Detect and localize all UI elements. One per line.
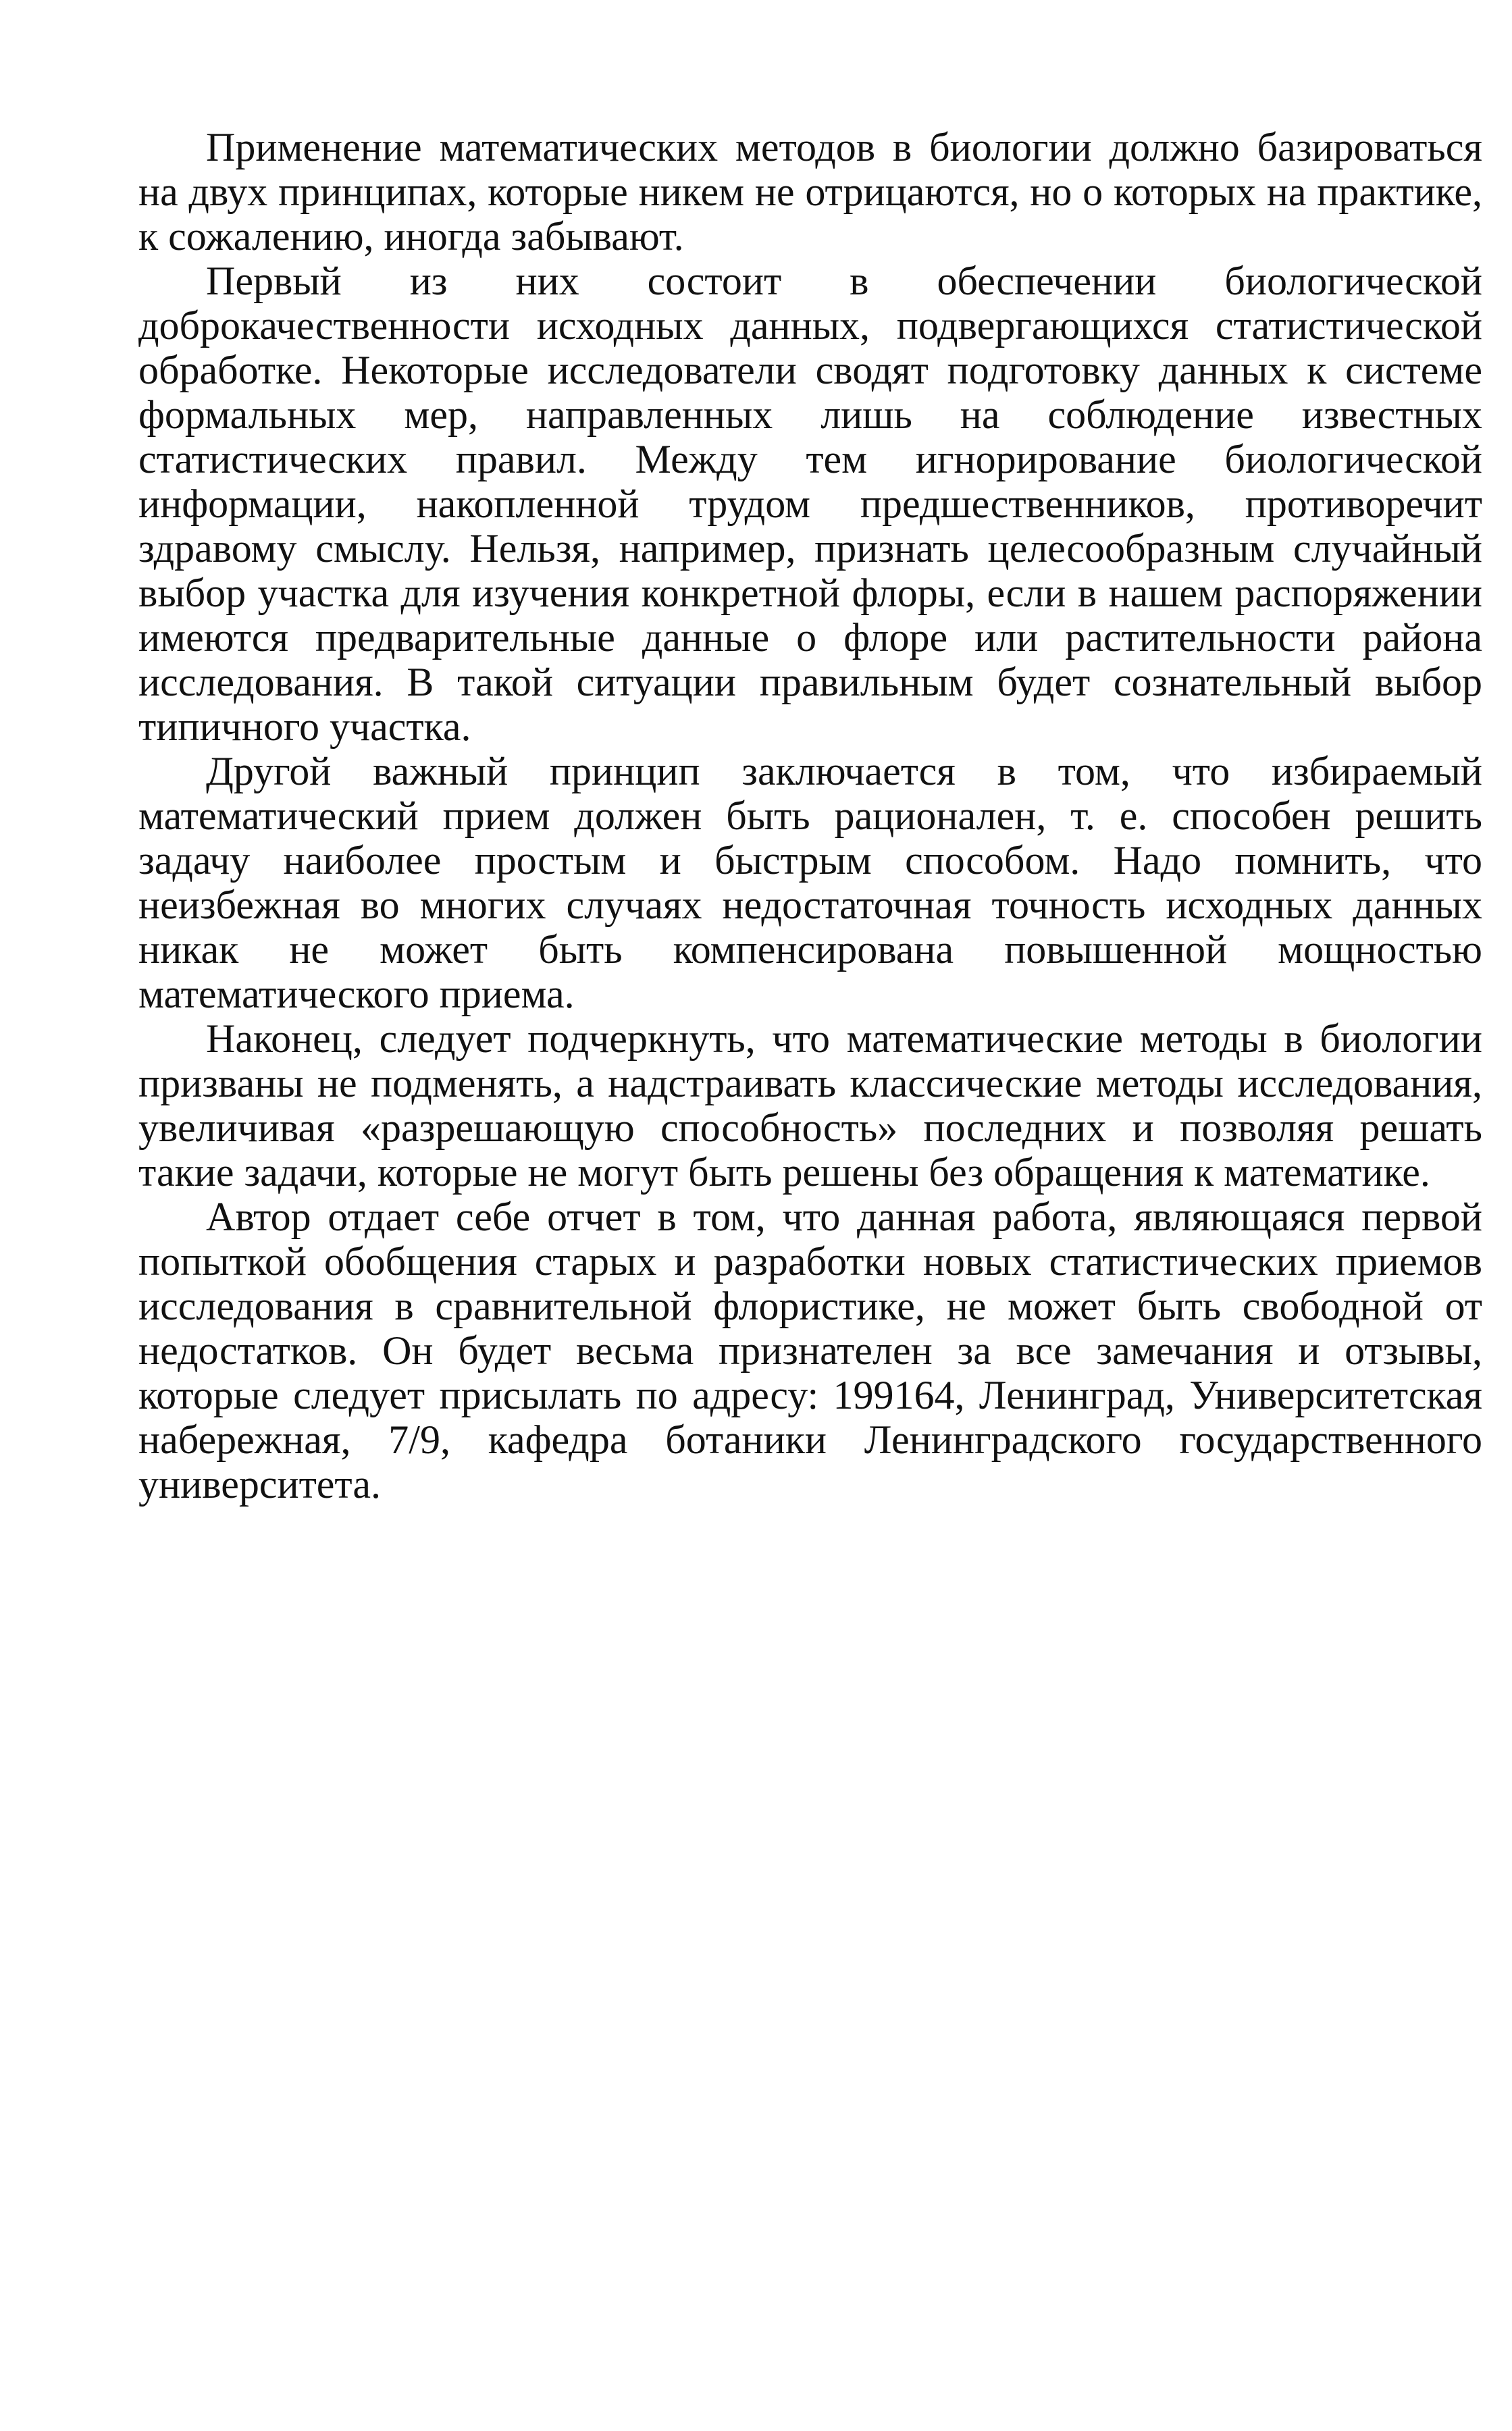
- paragraph: Первый из них состоит в обеспечении биологической доброкачественности исходных данных, подвергающихся статистической обработке. Некоторые исследователи сводят подготовку данных к системе формальных мер, направленных лишь на соблюдение известных статистических правил. Между тем игнорирование биологической информации, накопленной трудом предшественников, противоречит здравому смыслу. Нельзя, например, признать целесообразным случайный выбор участка для изучения конкретной флоры, если в нашем распоряжении имеются предварительные данные о флоре или растительности района исследования. В такой ситуации правильным будет сознательный выбор типичного участка.: [138, 259, 1482, 749]
- paragraph: Другой важный принцип заключается в том, что избираемый математический прием должен быть рационален, т. е. способен решить задачу наиболее простым и быстрым способом. Надо помнить, что неизбежная во многих случаях недостаточная точность исходных данных никак не может быть компенсирована повышенной мощностью математического приема.: [138, 749, 1482, 1016]
- paragraph: Наконец, следует подчеркнуть, что математические методы в биологии призваны не подменять, а надстраивать классические методы исследования, увеличивая «разрешающую способность» последних и позволяя решать такие задачи, которые не могут быть решены без обращения к математике.: [138, 1016, 1482, 1195]
- body-text: [138, 125, 1482, 1507]
- paragraph: Применение математических методов в биологии должно базироваться на двух принципах, которые никем не отрицаются, но о которых на практике, к сожалению, иногда забывают.: [138, 125, 1482, 259]
- paragraph: Автор отдает себе отчет в том, что данная работа, являющаяся первой попыткой обобщения старых и разработки новых статистических приемов исследования в сравнительной флористике, не может быть свободной от недостатков. Он будет весьма признателен за все замечания и отзывы, которые следует присылать по адресу: 199164, Ленинград, Университетская набережная, 7/9, кафедра ботаники Ленинградского государственного университета.: [138, 1195, 1482, 1507]
